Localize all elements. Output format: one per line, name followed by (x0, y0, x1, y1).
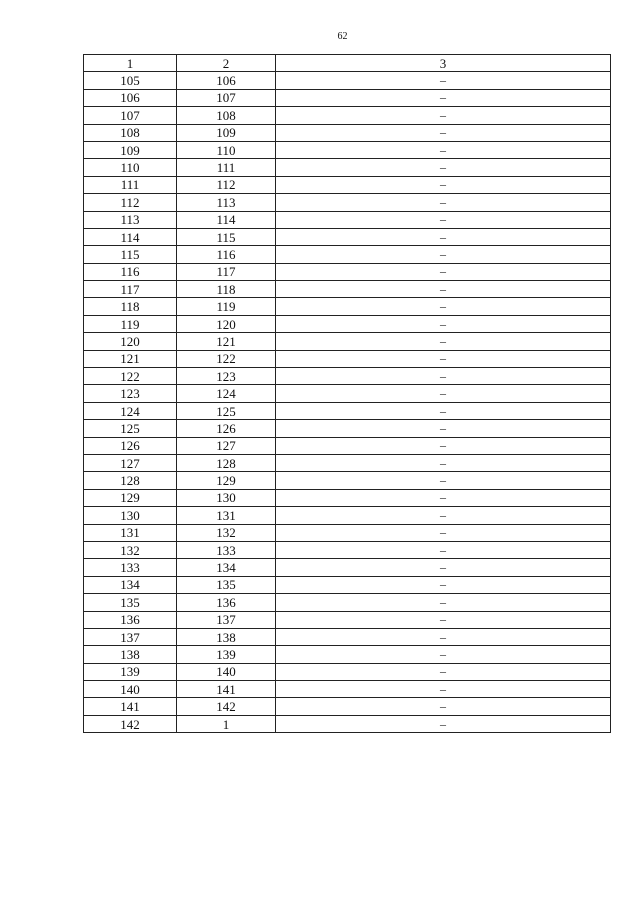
data-table (83, 54, 611, 733)
table-row (84, 611, 611, 628)
table-cell-col-1: 105 (84, 72, 177, 89)
table-cell-col-1: 137 (84, 628, 177, 645)
table-cell-col-1: 114 (84, 228, 177, 245)
table-cell-col-1: 142 (84, 715, 177, 732)
table-cell-col-3: – (276, 141, 611, 158)
table-cell-col-1: 126 (84, 437, 177, 454)
table-cell-col-3: – (276, 681, 611, 698)
table-row (84, 698, 611, 715)
table-row (84, 176, 611, 193)
table-row (84, 594, 611, 611)
table-cell-col-2: 126 (177, 420, 276, 437)
table-cell-col-2: 135 (177, 576, 276, 593)
table-cell-col-2: 1 (177, 715, 276, 732)
table-cell-col-3: – (276, 437, 611, 454)
table-row (84, 437, 611, 454)
table-cell-col-2: 136 (177, 594, 276, 611)
table-cell-col-2: 107 (177, 89, 276, 106)
table-cell-col-1: 136 (84, 611, 177, 628)
table-row (84, 333, 611, 350)
table-row (84, 715, 611, 732)
table-row (84, 350, 611, 367)
table-cell-col-2: 140 (177, 663, 276, 680)
table-row (84, 454, 611, 471)
table-cell-col-2: 125 (177, 402, 276, 419)
table-cell-col-1: 130 (84, 507, 177, 524)
table-cell-col-2: 115 (177, 228, 276, 245)
table-cell-col-1: 120 (84, 333, 177, 350)
table-cell-col-3: – (276, 402, 611, 419)
table-cell-col-1: 141 (84, 698, 177, 715)
table-row (84, 72, 611, 89)
table-cell-col-3: – (276, 576, 611, 593)
table-cell-col-2: 117 (177, 263, 276, 280)
column-header-1: 1 (84, 55, 177, 72)
table-cell-col-3: – (276, 176, 611, 193)
table-cell-col-2: 132 (177, 524, 276, 541)
table-cell-col-2: 114 (177, 211, 276, 228)
table-cell-col-3: – (276, 333, 611, 350)
table-cell-col-1: 121 (84, 350, 177, 367)
table-cell-col-1: 128 (84, 472, 177, 489)
table-cell-col-3: – (276, 646, 611, 663)
table-row (84, 524, 611, 541)
table-row (84, 489, 611, 506)
table-cell-col-1: 124 (84, 402, 177, 419)
table-cell-col-2: 109 (177, 124, 276, 141)
table-cell-col-2: 127 (177, 437, 276, 454)
table-cell-col-2: 131 (177, 507, 276, 524)
table-cell-col-1: 134 (84, 576, 177, 593)
table-cell-col-1: 107 (84, 107, 177, 124)
table-cell-col-3: – (276, 194, 611, 211)
table-cell-col-1: 139 (84, 663, 177, 680)
table-cell-col-3: – (276, 420, 611, 437)
table-cell-col-3: – (276, 211, 611, 228)
table-row (84, 368, 611, 385)
table-cell-col-1: 115 (84, 246, 177, 263)
column-header-2: 2 (177, 55, 276, 72)
table-cell-col-3: – (276, 263, 611, 280)
table-cell-col-1: 131 (84, 524, 177, 541)
table-cell-col-1: 123 (84, 385, 177, 402)
table-cell-col-1: 129 (84, 489, 177, 506)
table-row (84, 141, 611, 158)
table-cell-col-2: 122 (177, 350, 276, 367)
table-cell-col-3: – (276, 72, 611, 89)
page-number: 62 (337, 31, 348, 42)
table-cell-col-2: 134 (177, 559, 276, 576)
table-cell-col-1: 109 (84, 141, 177, 158)
table-cell-col-3: – (276, 559, 611, 576)
table-cell-col-3: – (276, 350, 611, 367)
table-row (84, 246, 611, 263)
table-cell-col-3: – (276, 628, 611, 645)
table-row (84, 646, 611, 663)
table-row (84, 315, 611, 332)
table-row (84, 281, 611, 298)
table-cell-col-3: – (276, 159, 611, 176)
table-cell-col-1: 117 (84, 281, 177, 298)
table-cell-col-2: 137 (177, 611, 276, 628)
table-cell-col-1: 138 (84, 646, 177, 663)
table-cell-col-2: 110 (177, 141, 276, 158)
table-cell-col-1: 116 (84, 263, 177, 280)
table-cell-col-3: – (276, 594, 611, 611)
table-row (84, 559, 611, 576)
table-cell-col-2: 119 (177, 298, 276, 315)
table-cell-col-3: – (276, 298, 611, 315)
table-row (84, 541, 611, 558)
table-cell-col-2: 111 (177, 159, 276, 176)
table-cell-col-1: 125 (84, 420, 177, 437)
table-row (84, 507, 611, 524)
table-cell-col-3: – (276, 698, 611, 715)
table-row (84, 159, 611, 176)
table-cell-col-3: – (276, 472, 611, 489)
table-cell-col-2: 124 (177, 385, 276, 402)
table-cell-col-2: 133 (177, 541, 276, 558)
table-cell-col-2: 106 (177, 72, 276, 89)
column-header-3: 3 (276, 55, 611, 72)
table-cell-col-1: 119 (84, 315, 177, 332)
table-row (84, 628, 611, 645)
table-row (84, 298, 611, 315)
table-cell-col-1: 108 (84, 124, 177, 141)
table-cell-col-2: 116 (177, 246, 276, 263)
table-cell-col-2: 138 (177, 628, 276, 645)
table-cell-col-2: 123 (177, 368, 276, 385)
table-row (84, 211, 611, 228)
table-cell-col-1: 113 (84, 211, 177, 228)
table-cell-col-1: 118 (84, 298, 177, 315)
table-cell-col-3: – (276, 281, 611, 298)
table-cell-col-1: 140 (84, 681, 177, 698)
table-cell-col-1: 106 (84, 89, 177, 106)
table-cell-col-3: – (276, 715, 611, 732)
table-cell-col-3: – (276, 246, 611, 263)
table-row (84, 663, 611, 680)
table-cell-col-2: 108 (177, 107, 276, 124)
table-row (84, 420, 611, 437)
table-row (84, 263, 611, 280)
table-cell-col-3: – (276, 89, 611, 106)
table-cell-col-3: – (276, 611, 611, 628)
table-row (84, 124, 611, 141)
table-cell-col-3: – (276, 228, 611, 245)
table-cell-col-2: 128 (177, 454, 276, 471)
table-cell-col-3: – (276, 124, 611, 141)
table-header (84, 55, 611, 72)
table-row (84, 402, 611, 419)
table-cell-col-1: 122 (84, 368, 177, 385)
table-cell-col-3: – (276, 524, 611, 541)
table-cell-col-1: 110 (84, 159, 177, 176)
table-row (84, 107, 611, 124)
header-row (84, 55, 611, 72)
table-row (84, 681, 611, 698)
table-cell-col-2: 120 (177, 315, 276, 332)
table-cell-col-3: – (276, 507, 611, 524)
table-body (84, 72, 611, 733)
table-row (84, 228, 611, 245)
table-row (84, 194, 611, 211)
table-cell-col-3: – (276, 368, 611, 385)
table-cell-col-3: – (276, 315, 611, 332)
table-cell-col-3: – (276, 489, 611, 506)
table-cell-col-3: – (276, 385, 611, 402)
table-cell-col-2: 139 (177, 646, 276, 663)
table-cell-col-1: 111 (84, 176, 177, 193)
table-cell-col-3: – (276, 541, 611, 558)
table-row (84, 576, 611, 593)
table-cell-col-2: 113 (177, 194, 276, 211)
table-cell-col-3: – (276, 107, 611, 124)
table-cell-col-3: – (276, 663, 611, 680)
table-cell-col-2: 130 (177, 489, 276, 506)
table-row (84, 472, 611, 489)
table-row (84, 385, 611, 402)
table-cell-col-2: 121 (177, 333, 276, 350)
table-row (84, 89, 611, 106)
table-cell-col-2: 141 (177, 681, 276, 698)
table-cell-col-1: 132 (84, 541, 177, 558)
table-cell-col-3: – (276, 454, 611, 471)
table-cell-col-2: 142 (177, 698, 276, 715)
table-cell-col-1: 133 (84, 559, 177, 576)
table-cell-col-2: 129 (177, 472, 276, 489)
table-cell-col-2: 112 (177, 176, 276, 193)
table-cell-col-2: 118 (177, 281, 276, 298)
table-cell-col-1: 135 (84, 594, 177, 611)
table-cell-col-1: 127 (84, 454, 177, 471)
table-cell-col-1: 112 (84, 194, 177, 211)
